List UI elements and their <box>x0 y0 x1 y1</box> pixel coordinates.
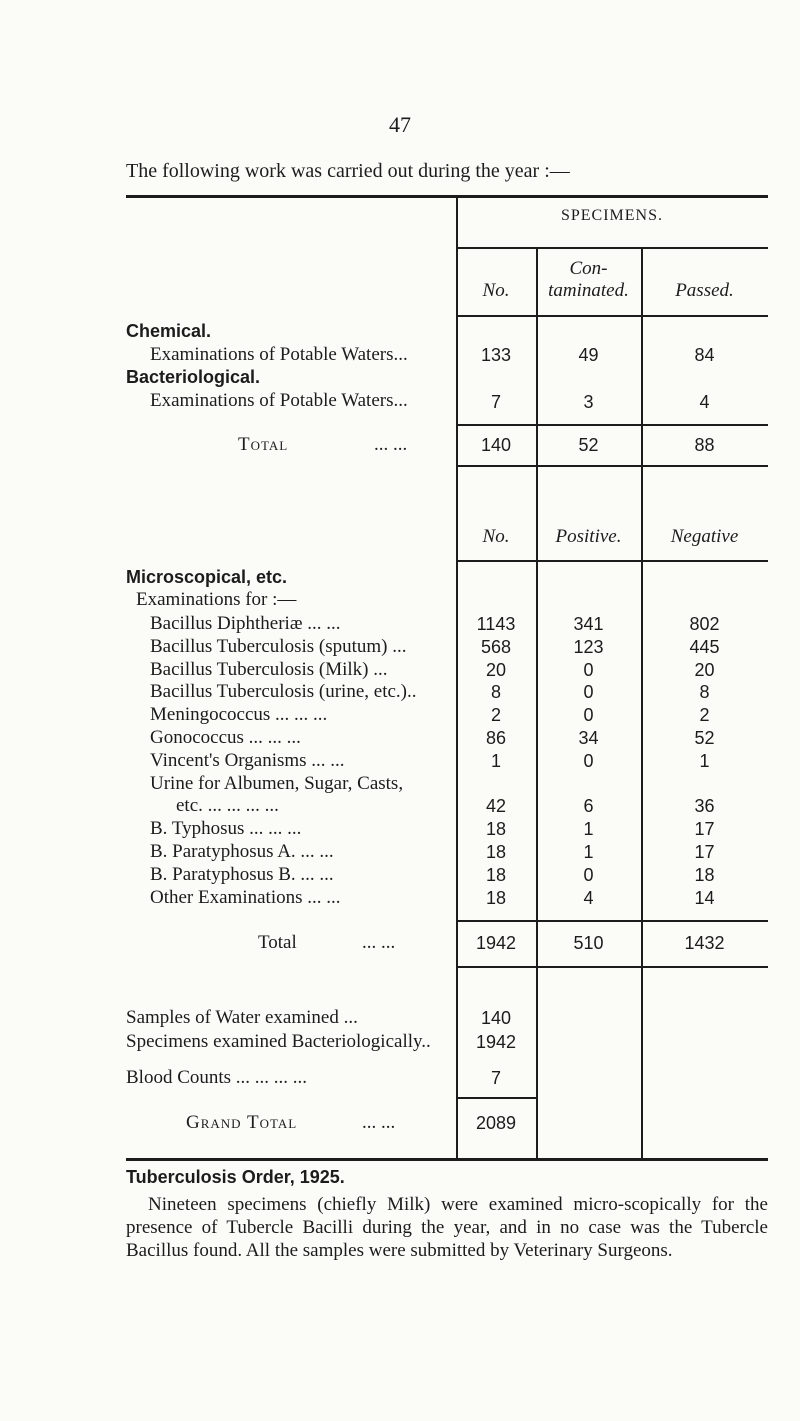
cell-value: 0 <box>583 751 594 771</box>
cell-value: 7 <box>490 392 501 412</box>
row-label: Examinations of Potable Waters... <box>150 344 408 365</box>
cell-value: 18 <box>485 865 507 885</box>
cell-value: 52 <box>694 728 715 748</box>
summary-label: Blood Counts ... ... ... ... <box>126 1067 308 1088</box>
cell-value: 20 <box>485 660 507 680</box>
cell-value: 42 <box>485 796 507 816</box>
cell-value: 1432 <box>684 933 725 953</box>
row-label: Bacillus Tuberculosis (sputum) ... <box>150 636 407 657</box>
cell-value: 1 <box>583 842 594 862</box>
col-header-positive: Positive. <box>555 526 622 547</box>
section-heading: Tuberculosis Order, 1925. <box>126 1167 345 1187</box>
cell-value: 1942 <box>475 933 517 953</box>
cell-value: 445 <box>689 637 720 657</box>
row-label: B. Paratyphosus A. ... ... <box>150 841 334 862</box>
cell-value: 84 <box>694 345 715 365</box>
cell-value: 0 <box>583 660 594 680</box>
cell-value: 4 <box>699 392 710 412</box>
row-label: B. Paratyphosus B. ... ... <box>150 864 334 885</box>
section-subtitle: Examinations for :— <box>136 589 297 610</box>
header-rule <box>456 315 768 317</box>
row-label: Gonococcus ... ... ... <box>150 727 301 748</box>
summary-value: 7 <box>490 1068 501 1088</box>
total-rule <box>456 920 768 922</box>
cell-value: 36 <box>694 796 715 816</box>
cell-value: 18 <box>485 819 507 839</box>
total-rule <box>456 966 768 968</box>
cell-value: 1143 <box>476 614 516 634</box>
cell-value: 802 <box>689 614 720 634</box>
row-label: Bacillus Tuberculosis (Milk) ... <box>150 659 388 680</box>
cell-value: 123 <box>573 637 604 657</box>
table-bottom-rule <box>126 1158 768 1161</box>
cell-value: 1 <box>583 819 594 839</box>
total-label: Total <box>258 932 297 953</box>
total-rule <box>456 1097 536 1099</box>
cell-value: 86 <box>485 728 507 748</box>
cell-value: 341 <box>573 614 604 634</box>
section-title-chemical: Chemical. <box>126 321 212 341</box>
col-header-no: No. <box>482 526 510 547</box>
cell-value: 52 <box>578 435 599 455</box>
row-label: B. Typhosus ... ... ... <box>150 818 302 839</box>
row-label: Urine for Albumen, Sugar, Casts, <box>150 773 404 794</box>
section-title-microscopical: Microscopical, etc. <box>126 567 288 587</box>
col-header-no: No. <box>482 280 510 301</box>
cell-value: 8 <box>490 682 501 702</box>
body-paragraph: Nineteen specimens (chiefly Milk) were examined micro-scopically for the presence of Tubercle Bacilli during the year, and in no case was the Tubercle Bacillus found. All the samples were submitted by Veterinary Surgeons. <box>126 1194 768 1261</box>
cell-value: 8 <box>699 682 710 702</box>
row-label: Bacillus Tuberculosis (urine, etc.).. <box>150 681 417 702</box>
section-title-bacteriological: Bacteriological. <box>126 367 261 387</box>
row-label: etc. ... ... ... ... <box>176 795 279 816</box>
total-rule <box>456 424 768 426</box>
column-divider <box>536 248 538 1158</box>
cell-value: 18 <box>694 865 715 885</box>
cell-value: 17 <box>694 842 715 862</box>
page-number: 47 <box>389 112 411 137</box>
cell-value: 20 <box>694 660 715 680</box>
cell-value: 568 <box>480 637 512 657</box>
column-divider <box>641 248 643 1158</box>
cell-value: 17 <box>694 819 715 839</box>
row-label: Other Examinations ... ... <box>150 887 341 908</box>
summary-label: Specimens examined Bacteriologically.. <box>126 1031 431 1052</box>
col-header-negative: Negative <box>670 526 739 547</box>
cell-value: 34 <box>578 728 599 748</box>
col-header-contaminated-2: taminated. <box>548 280 629 301</box>
cell-value: 18 <box>485 888 507 908</box>
col-header-passed: Passed. <box>675 280 734 301</box>
cell-value: 0 <box>583 865 594 885</box>
total-dots: ... ... <box>362 932 396 953</box>
cell-value: 6 <box>583 796 594 816</box>
total-rule <box>456 465 768 467</box>
summary-label: Samples of Water examined ... <box>126 1007 358 1028</box>
cell-value: 4 <box>583 888 594 908</box>
cell-value: 18 <box>485 842 507 862</box>
row-label: Meningococcus ... ... ... <box>150 704 328 725</box>
total-label: Total <box>238 434 289 455</box>
intro-text: The following work was carried out during the year :— <box>126 160 570 182</box>
cell-value: 49 <box>578 345 599 365</box>
cell-value: 1 <box>699 751 710 771</box>
cell-value: 510 <box>573 933 604 953</box>
row-label: Examinations of Potable Waters... <box>150 390 408 411</box>
grand-total-dots: ... ... <box>362 1112 396 1133</box>
cell-value: 140 <box>480 435 512 455</box>
cell-value: 3 <box>583 392 594 412</box>
cell-value: 0 <box>583 705 594 725</box>
specimens-header: SPECIMENS. <box>560 207 664 224</box>
grand-total-label: Grand Total <box>186 1112 298 1133</box>
cell-value: 133 <box>480 345 512 365</box>
grand-total-value: 2089 <box>475 1113 517 1133</box>
summary-value: 1942 <box>475 1032 517 1052</box>
cell-value: 2 <box>699 705 710 725</box>
header-rule <box>456 247 768 249</box>
total-dots: ... ... <box>374 434 408 455</box>
cell-value: 1 <box>490 751 501 771</box>
row-label: Vincent's Organisms ... ... <box>150 750 345 771</box>
row-label: Bacillus Diphtheriæ ... ... <box>150 613 341 634</box>
cell-value: 2 <box>490 705 501 725</box>
cell-value: 0 <box>583 682 594 702</box>
summary-value: 140 <box>480 1008 512 1028</box>
header-rule <box>456 560 768 562</box>
table-top-rule <box>126 195 768 198</box>
cell-value: 88 <box>694 435 715 455</box>
col-header-contaminated-1: Con- <box>569 258 608 279</box>
cell-value: 14 <box>694 888 715 908</box>
